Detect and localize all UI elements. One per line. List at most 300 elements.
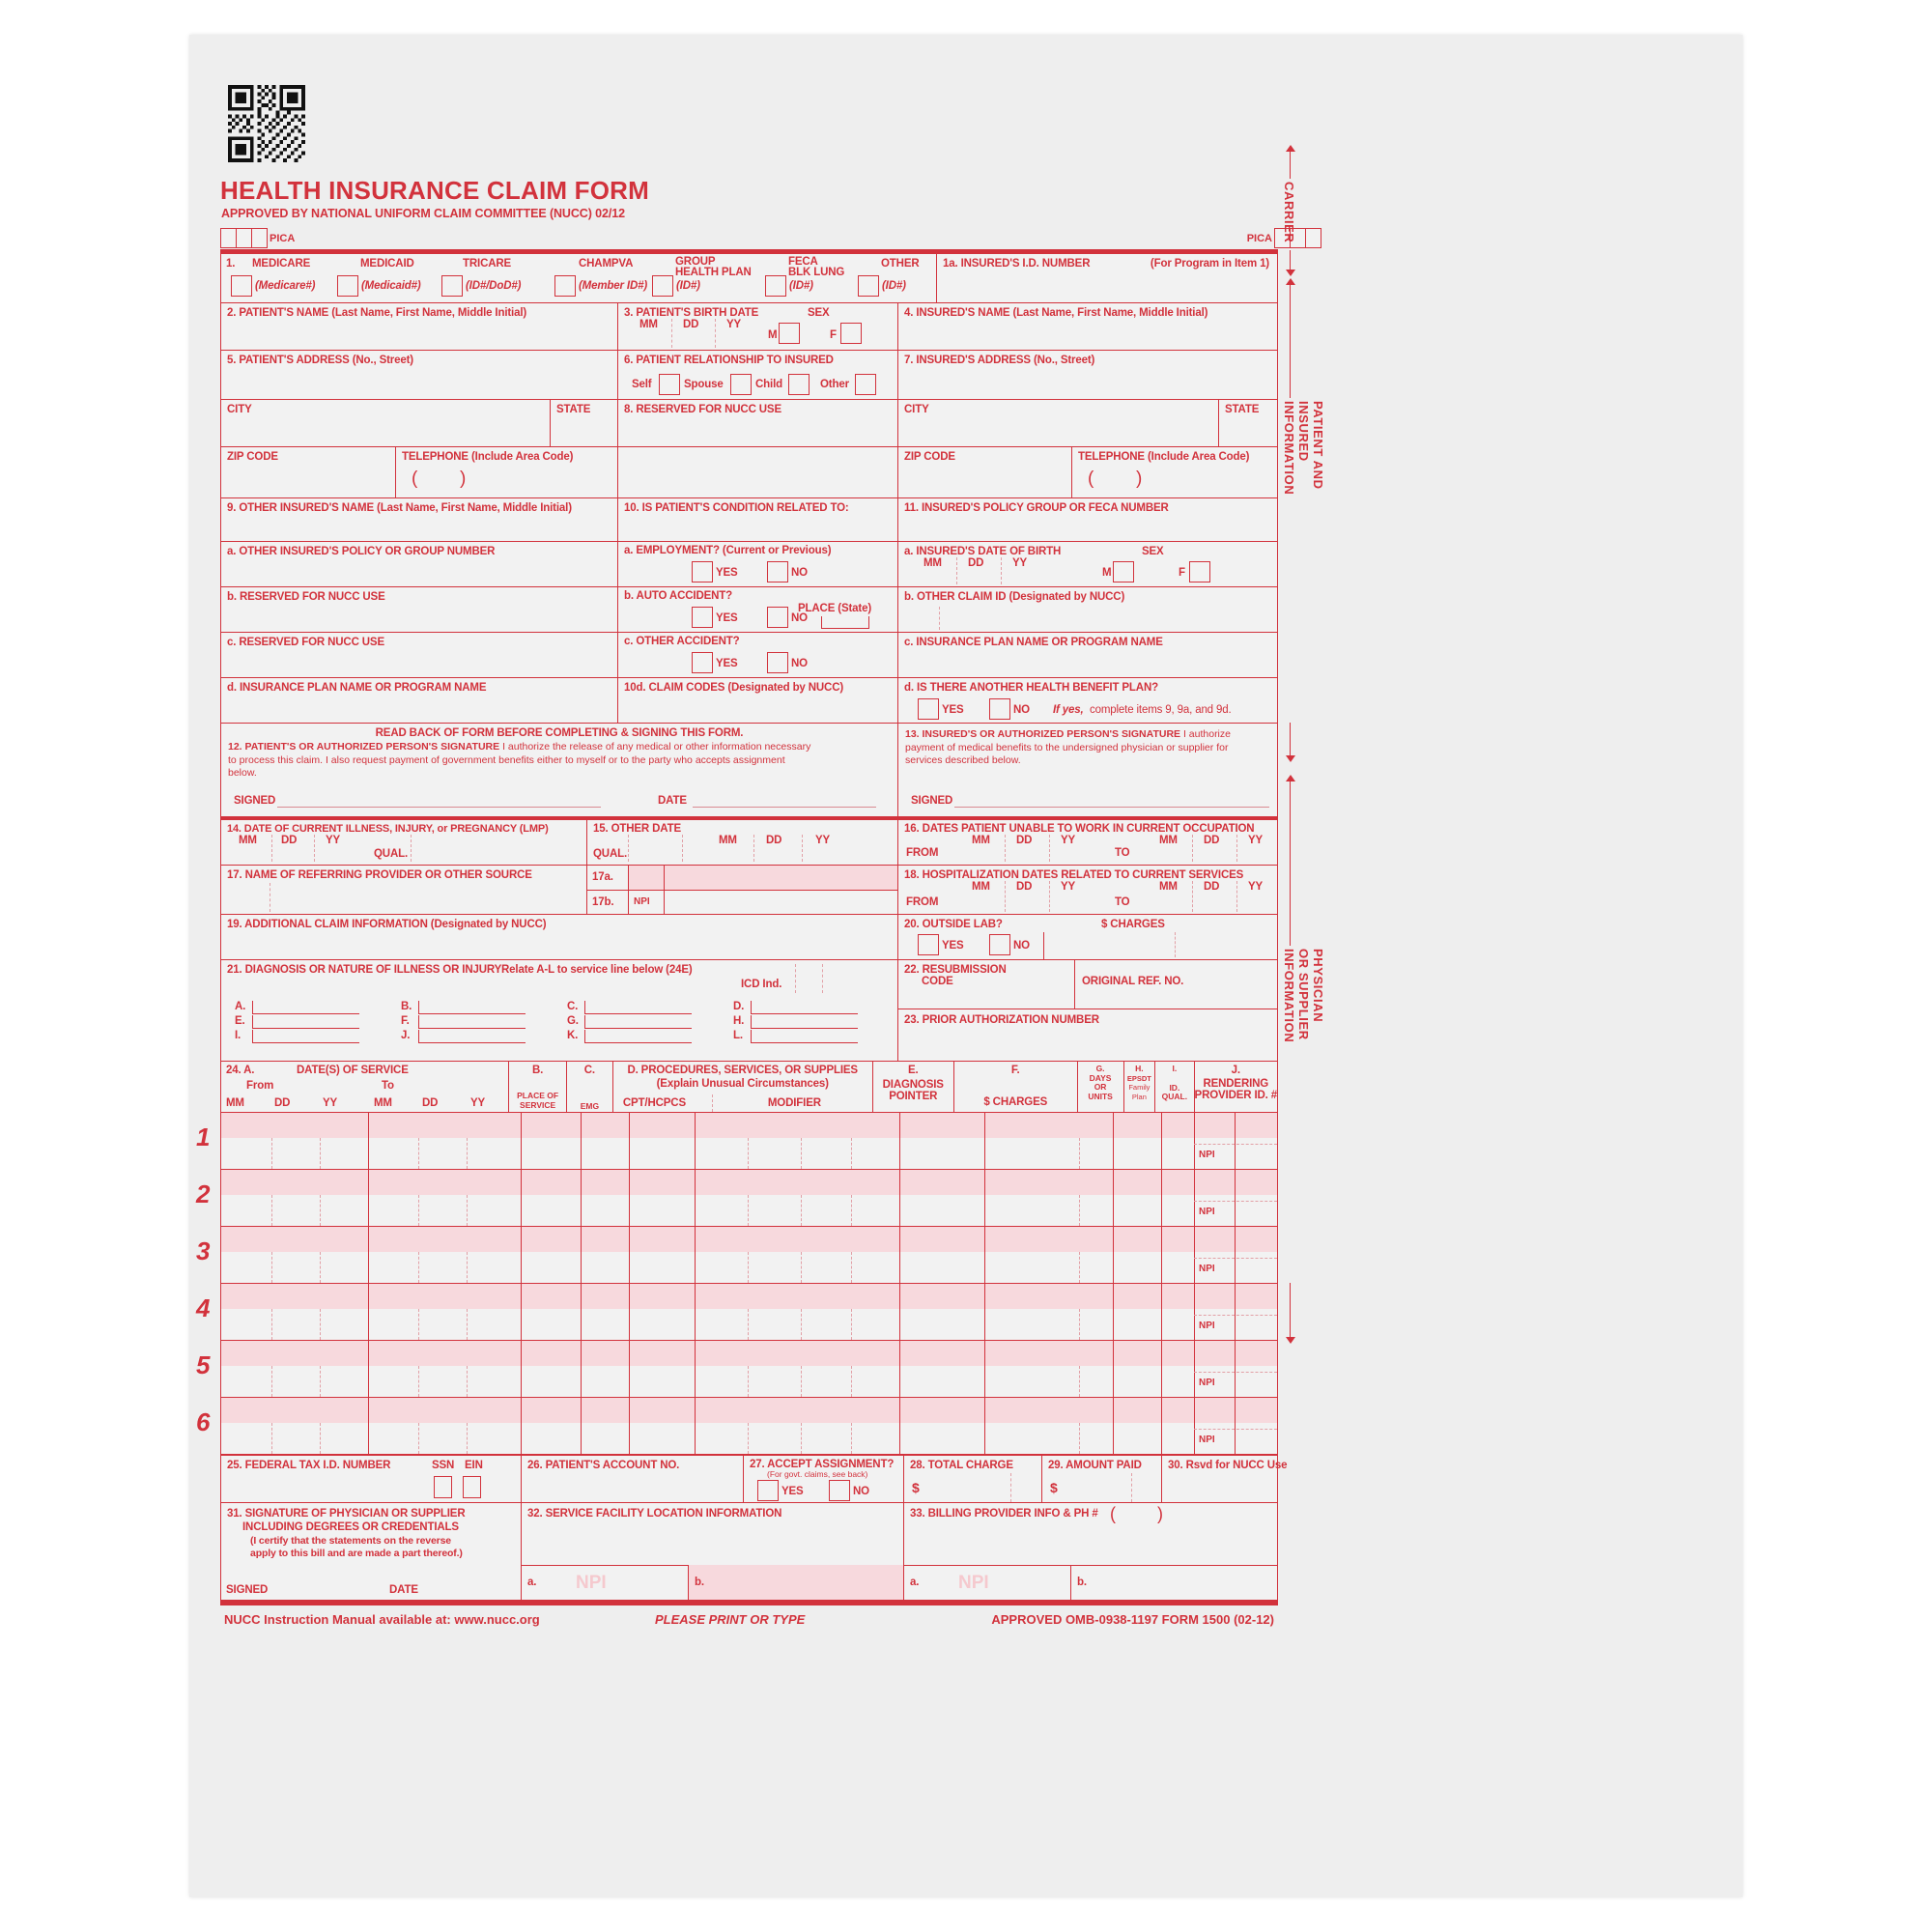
col-h-line3: Plan <box>1131 1092 1147 1101</box>
field-12-signed-label: SIGNED <box>234 795 276 807</box>
field-14-label: 14. DATE OF CURRENT ILLNESS, INJURY, or PREGNANCY (LMP) <box>227 823 549 835</box>
patient-telephone-label: TELEPHONE (Include Area Code) <box>402 451 574 463</box>
checkbox-other-accident-yes[interactable] <box>692 652 713 673</box>
field-11d-note-bold: If yes, <box>1053 704 1084 716</box>
option-other-sub: (ID#) <box>882 280 906 292</box>
field-10b-yes-label: YES <box>716 612 738 624</box>
field-10b-no-label: NO <box>791 612 808 624</box>
insured-state-label: STATE <box>1225 404 1260 415</box>
field-6-self-label: Self <box>632 379 652 390</box>
field-33-paren-open: ( <box>1110 1504 1116 1523</box>
checkbox-ssn[interactable] <box>434 1476 452 1498</box>
form-paper <box>189 35 1743 1897</box>
field-9b-input[interactable] <box>227 609 611 628</box>
field-11d-yes-label: YES <box>942 704 964 716</box>
insured-zip-input[interactable] <box>904 469 1065 494</box>
service-row-charges[interactable] <box>986 1140 1111 1167</box>
service-row-number: 2 <box>196 1179 211 1208</box>
field-22-original-ref-label: ORIGINAL REF. NO. <box>1082 976 1184 987</box>
col-f-line1: $ CHARGES <box>983 1096 1048 1108</box>
field-4-input[interactable] <box>904 325 1271 346</box>
field-21-sublabel: Relate A-L to service line below (24E) <box>501 964 693 976</box>
field-13-signed-input[interactable] <box>954 807 1269 808</box>
service-row-charges[interactable] <box>986 1254 1111 1281</box>
field-10c-yes-label: YES <box>716 658 738 669</box>
field-11a-f-label: F <box>1179 567 1185 579</box>
field-20-yes-label: YES <box>942 940 964 952</box>
section-31-32-33-row <box>220 1503 1278 1601</box>
col-h-line2: Family <box>1128 1083 1151 1092</box>
col-h-letter: H. <box>1135 1064 1144 1073</box>
service-row[interactable] <box>196 1227 1277 1284</box>
field-25-input[interactable] <box>227 1477 420 1496</box>
field-10b-label: b. AUTO ACCIDENT? <box>624 590 733 602</box>
service-row-dates[interactable] <box>223 1425 519 1452</box>
service-row-number: 6 <box>196 1407 211 1436</box>
field-17-input[interactable] <box>277 887 582 910</box>
checkbox-another-plan-no[interactable] <box>989 698 1010 720</box>
field-10a-no-label: NO <box>791 567 808 579</box>
checkbox-sex-female[interactable] <box>840 323 862 344</box>
field-28-dollar: $ <box>912 1480 920 1495</box>
service-row-dates[interactable] <box>223 1254 519 1281</box>
insured-state-input[interactable] <box>1225 421 1271 442</box>
reserved-nucc-blank <box>617 447 897 497</box>
service-row-dates[interactable] <box>223 1197 519 1224</box>
col-g-line3: UNITS <box>1088 1091 1113 1101</box>
service-row-place-of-service[interactable] <box>523 1425 579 1452</box>
col-d-title: D. PROCEDURES, SERVICES, OR SUPPLIES <box>627 1065 858 1076</box>
field-17a-input[interactable] <box>665 866 897 891</box>
checkbox-medicare[interactable] <box>231 275 252 297</box>
service-row-number: 4 <box>196 1293 211 1322</box>
field-10b-place-label: PLACE (State) <box>798 603 872 614</box>
option-medicaid-sub: (Medicaid#) <box>361 280 421 292</box>
field-15-yy: YY <box>815 835 831 846</box>
field-11-input[interactable] <box>904 520 1271 537</box>
field-9d-label: d. INSURANCE PLAN NAME OR PROGRAM NAME <box>227 682 487 694</box>
field-25-ssn-label: SSN <box>432 1460 455 1471</box>
service-row-number: 3 <box>196 1236 211 1265</box>
checkbox-insured-sex-female[interactable] <box>1189 561 1210 582</box>
col-i-line2: QUAL. <box>1161 1092 1188 1101</box>
patient-telephone-input[interactable] <box>473 472 611 492</box>
service-row-place-of-service[interactable] <box>523 1197 579 1224</box>
pica-left <box>220 228 295 248</box>
field-23-label: 23. PRIOR AUTHORIZATION NUMBER <box>904 1014 1099 1026</box>
service-row-charges[interactable] <box>986 1425 1111 1452</box>
field-6-child-label: Child <box>755 379 782 390</box>
diagnosis-letter-g: G. <box>567 1015 579 1027</box>
field-25-ein-label: EIN <box>465 1460 483 1471</box>
field-6-label: 6. PATIENT RELATIONSHIP TO INSURED <box>624 355 834 366</box>
field-1a-input[interactable] <box>943 277 1269 297</box>
pica-left-label: PICA <box>270 232 296 244</box>
field-17b-label: 17b. <box>592 896 614 908</box>
col-d-modifier: MODIFIER <box>767 1097 821 1109</box>
field-10c-label: c. OTHER ACCIDENT? <box>624 636 740 647</box>
col-d-cpt: CPT/HCPCS <box>622 1097 686 1109</box>
field-16-from-dd: DD <box>1016 835 1033 846</box>
field-27-label: 27. ACCEPT ASSIGNMENT? <box>750 1459 895 1470</box>
col-c-letter: C. <box>583 1065 595 1076</box>
checkbox-auto-accident-yes[interactable] <box>692 607 713 628</box>
service-row-rendering-provider[interactable] <box>1236 1431 1275 1452</box>
insured-zip-label: ZIP CODE <box>904 451 955 463</box>
field-29-label: 29. AMOUNT PAID <box>1048 1460 1142 1471</box>
insured-city-input[interactable] <box>904 421 1212 442</box>
checkbox-employment-no[interactable] <box>767 561 788 582</box>
footer-center: PLEASE PRINT OR TYPE <box>655 1612 806 1627</box>
insured-telephone-label: TELEPHONE (Include Area Code) <box>1078 451 1250 463</box>
field-31-line3: (I certify that the statements on the reverse <box>250 1535 451 1547</box>
checkbox-tricare[interactable] <box>441 275 463 297</box>
checkbox-accept-assignment-yes[interactable] <box>757 1480 779 1501</box>
diagnosis-letter-d: D. <box>733 1001 745 1012</box>
field-16-from-yy: YY <box>1061 835 1076 846</box>
diagnosis-letter-h: H. <box>733 1015 745 1027</box>
carrier-sidebar-label: CARRIER <box>1282 182 1296 243</box>
patient-zip-input[interactable] <box>227 469 389 494</box>
field-26-input[interactable] <box>527 1477 737 1496</box>
diagnosis-letter-j: J. <box>401 1030 411 1041</box>
checkbox-sex-male[interactable] <box>779 323 800 344</box>
field-29-input[interactable] <box>1065 1479 1129 1498</box>
checkbox-relationship-other[interactable] <box>855 374 876 395</box>
field-9c-input[interactable] <box>227 654 611 673</box>
service-rows-container <box>196 1113 1277 1455</box>
checkbox-insured-sex-male[interactable] <box>1113 561 1134 582</box>
service-row-procedures[interactable] <box>631 1140 897 1167</box>
field-18-from-dd: DD <box>1016 881 1033 893</box>
col-e-line2: POINTER <box>889 1091 938 1102</box>
section-17-18-row <box>220 866 1278 915</box>
service-row-rendering-provider[interactable] <box>1236 1374 1275 1395</box>
checkbox-medicaid[interactable] <box>337 275 358 297</box>
option-feca-sub: (ID#) <box>789 280 813 292</box>
field-11c-input[interactable] <box>904 654 1271 673</box>
service-row-place-of-service[interactable] <box>523 1311 579 1338</box>
field-33-label: 33. BILLING PROVIDER INFO & PH # <box>910 1508 1098 1520</box>
field-10a-yes-label: YES <box>716 567 738 579</box>
service-row-place-of-service[interactable] <box>523 1254 579 1281</box>
field-19-label: 19. ADDITIONAL CLAIM INFORMATION (Designated by NUCC) <box>227 919 547 930</box>
diagnosis-letter-k: K. <box>567 1030 579 1041</box>
section-1-number: 1. <box>226 258 236 270</box>
field-11b-label: b. OTHER CLAIM ID (Designated by NUCC) <box>904 591 1125 603</box>
diagnosis-letter-b: B. <box>401 1001 412 1012</box>
field-30-input[interactable] <box>1168 1477 1271 1496</box>
service-row-procedures[interactable] <box>631 1368 897 1395</box>
field-11a-dd: DD <box>968 557 984 569</box>
section-9a-10a-11a-row <box>220 542 1278 587</box>
field-28-input[interactable] <box>927 1479 1009 1498</box>
field-12-body-3: below. <box>228 767 257 779</box>
diagnosis-letter-l: L. <box>733 1030 743 1041</box>
checkbox-relationship-self[interactable] <box>659 374 680 395</box>
col-f-letter: F. <box>1010 1065 1020 1076</box>
field-11a-mm: MM <box>923 557 942 569</box>
checkbox-feca-blk-lung[interactable] <box>765 275 786 297</box>
service-row-procedures[interactable] <box>631 1311 897 1338</box>
insured-telephone-input[interactable] <box>1150 472 1271 492</box>
checkbox-other[interactable] <box>858 275 879 297</box>
service-row-npi-label: NPI <box>1199 1207 1215 1217</box>
field-21-icd-ind-label: ICD Ind. <box>741 979 782 990</box>
field-12-body-1: I authorize the release of any medical or other information necessary <box>502 741 811 753</box>
field-10d-label: 10d. CLAIM CODES (Designated by NUCC) <box>624 682 844 694</box>
field-4-label: 4. INSURED'S NAME (Last Name, First Name, Middle Initial) <box>904 307 1208 319</box>
field-33-paren-close: ) <box>1157 1504 1163 1523</box>
field-2-input[interactable] <box>227 325 611 346</box>
checkbox-champva[interactable] <box>554 275 576 297</box>
col-24a-number: 24. A. <box>226 1065 255 1076</box>
insured-city-label: CITY <box>904 404 929 415</box>
pica-left-boxes[interactable] <box>220 228 268 248</box>
field-10b-place-input[interactable] <box>821 616 869 629</box>
field-33b-label: b. <box>1077 1577 1087 1588</box>
field-31-signed-label: SIGNED <box>226 1584 269 1596</box>
field-10-label: 10. IS PATIENT'S CONDITION RELATED TO: <box>624 502 849 514</box>
option-tricare-sub: (ID#/DoD#) <box>466 280 522 292</box>
checkbox-accept-assignment-no[interactable] <box>829 1480 850 1501</box>
col-g-line2: OR <box>1094 1082 1107 1092</box>
service-row[interactable] <box>196 1113 1277 1170</box>
field-5-label: 5. PATIENT'S ADDRESS (No., Street) <box>227 355 413 366</box>
service-row-npi-label: NPI <box>1199 1321 1215 1331</box>
field-13-body-3: services described below. <box>905 754 1021 766</box>
field-1a-note: (For Program in Item 1) <box>1150 258 1269 270</box>
field-18-to-label: TO <box>1115 896 1130 908</box>
service-row-rendering-provider[interactable] <box>1236 1203 1275 1224</box>
field-17-label: 17. NAME OF REFERRING PROVIDER OR OTHER SOURCE <box>227 869 532 881</box>
col-24a-title: DATE(S) OF SERVICE <box>297 1065 409 1076</box>
qr-code-icon <box>220 85 313 162</box>
field-6-spouse-label: Spouse <box>684 379 724 390</box>
section-9b-10b-11b-row <box>220 587 1278 633</box>
field-3-m-label: M <box>768 329 778 341</box>
field-14-qual-input[interactable] <box>416 843 582 861</box>
field-23-input[interactable] <box>904 1032 1271 1055</box>
field-8-label: 8. RESERVED FOR NUCC USE <box>624 404 781 415</box>
section-1-row <box>220 254 1278 303</box>
diagnosis-letter-e: E. <box>235 1015 245 1027</box>
patient-state-input[interactable] <box>556 421 611 442</box>
service-lines-table <box>196 1062 1278 1455</box>
service-row-dates[interactable] <box>223 1311 519 1338</box>
patient-city-label: CITY <box>227 404 252 415</box>
checkbox-other-accident-no[interactable] <box>767 652 788 673</box>
field-13-heading: 13. INSURED'S OR AUTHORIZED PERSON'S SIGNATURE <box>905 728 1181 740</box>
field-18-from-label: FROM <box>906 896 939 908</box>
col-i-letter: I. <box>1172 1064 1178 1073</box>
field-9a-input[interactable] <box>227 563 611 582</box>
field-28-label: 28. TOTAL CHARGE <box>910 1460 1013 1471</box>
field-11a-sex-label: SEX <box>1142 546 1164 557</box>
service-row[interactable] <box>196 1170 1277 1227</box>
field-14-mm: MM <box>239 835 257 846</box>
section-21-22-23-row <box>220 960 1278 1062</box>
field-11d-no-label: NO <box>1013 704 1030 716</box>
section-9-10-11-row <box>220 498 1278 542</box>
service-row-charges[interactable] <box>986 1197 1111 1224</box>
field-11a-m-label: M <box>1102 567 1112 579</box>
service-row-dates[interactable] <box>223 1368 519 1395</box>
option-group-health-label1: GROUP <box>675 256 716 268</box>
field-17b-input[interactable] <box>665 890 897 914</box>
service-row[interactable] <box>196 1284 1277 1341</box>
field-3-yy: YY <box>726 319 742 330</box>
field-15-label: 15. OTHER DATE <box>593 823 681 835</box>
service-row-rendering-provider[interactable] <box>1236 1317 1275 1338</box>
field-25-label: 25. FEDERAL TAX I.D. NUMBER <box>227 1460 391 1471</box>
field-12-date-input[interactable] <box>693 807 876 808</box>
field-3-dd: DD <box>683 319 699 330</box>
field-18-from-yy: YY <box>1061 881 1076 893</box>
option-champva-sub: (Member ID#) <box>579 280 648 292</box>
field-27-no-label: NO <box>853 1486 869 1497</box>
field-14-yy: YY <box>326 835 341 846</box>
insured-phone-paren-close: ) <box>1136 469 1143 489</box>
service-row-rendering-provider[interactable] <box>1236 1260 1275 1281</box>
option-tricare-label: TRICARE <box>463 258 512 270</box>
field-11b-input[interactable] <box>947 609 1271 628</box>
field-33a-label: a. <box>910 1577 920 1588</box>
service-row-place-of-service[interactable] <box>523 1140 579 1167</box>
service-row-npi-label: NPI <box>1199 1435 1215 1445</box>
field-12-heading: 12. PATIENT'S OR AUTHORIZED PERSON'S SIGNATURE <box>228 741 500 753</box>
col-h-line1: EPSDT <box>1126 1073 1151 1083</box>
service-row[interactable] <box>196 1398 1277 1455</box>
field-17b-npi-label: NPI <box>634 896 650 907</box>
section-19-20-row <box>220 915 1278 960</box>
field-6-other-label: Other <box>820 379 849 390</box>
col-g-letter: G. <box>1095 1064 1105 1073</box>
diagnosis-letter-i: I. <box>235 1030 242 1041</box>
field-12-signed-input[interactable] <box>277 807 601 808</box>
field-12-body-2: to process this claim. I also request payment of government benefits either to myself or to the party who accepts assignment <box>228 753 785 766</box>
field-13-body-1: I authorize <box>1182 728 1231 740</box>
option-feca-label1: FECA <box>788 256 818 268</box>
option-other-label: OTHER <box>881 258 920 270</box>
field-9d-input[interactable] <box>227 699 611 719</box>
checkbox-outside-lab-no[interactable] <box>989 934 1010 955</box>
service-row[interactable] <box>196 1341 1277 1398</box>
field-16-label: 16. DATES PATIENT UNABLE TO WORK IN CURRENT OCCUPATION <box>904 823 1255 835</box>
col-24a-from: From <box>246 1080 274 1092</box>
checkbox-outside-lab-yes[interactable] <box>918 934 939 955</box>
checkbox-relationship-child[interactable] <box>788 374 810 395</box>
field-21-label: 21. DIAGNOSIS OR NATURE OF ILLNESS OR INJURY <box>227 964 502 976</box>
physician-supplier-sidebar-label: PHYSICIAN OR SUPPLIER INFORMATION <box>1282 949 1325 1043</box>
field-9-input[interactable] <box>227 520 611 537</box>
insured-phone-paren-open: ( <box>1088 469 1094 489</box>
field-20-label: 20. OUTSIDE LAB? <box>904 919 1003 930</box>
patient-city-input[interactable] <box>227 421 544 442</box>
page-subtitle: APPROVED BY NATIONAL UNIFORM CLAIM COMMITTEE (NUCC) 02/12 <box>221 207 625 220</box>
col-b-line2: SERVICE <box>520 1099 556 1110</box>
field-3-f-label: F <box>830 329 837 341</box>
patient-state-label: STATE <box>556 404 591 415</box>
col-b-line1: PLACE OF <box>517 1091 559 1100</box>
field-16-to-mm: MM <box>1159 835 1178 846</box>
pica-right-label: PICA <box>1246 232 1272 244</box>
field-13-signed-label: SIGNED <box>911 795 953 807</box>
field-27-yes-label: YES <box>781 1486 804 1497</box>
field-19-input[interactable] <box>227 936 892 955</box>
field-10d-input[interactable] <box>624 699 892 719</box>
field-15-qual-label: QUAL. <box>593 848 628 860</box>
service-row-charges[interactable] <box>986 1311 1111 1338</box>
service-row-number: 5 <box>196 1350 211 1379</box>
checkbox-group-health-plan[interactable] <box>652 275 673 297</box>
checkbox-auto-accident-no[interactable] <box>767 607 788 628</box>
checkbox-ein[interactable] <box>463 1476 481 1498</box>
patient-insured-sidebar-label: PATIENT AND INSURED INFORMATION <box>1282 401 1325 496</box>
service-row-procedures[interactable] <box>631 1425 897 1452</box>
field-12-date-label: DATE <box>658 795 687 807</box>
diagnosis-letter-c: C. <box>567 1001 579 1012</box>
field-31-line1: 31. SIGNATURE OF PHYSICIAN OR SUPPLIER <box>227 1508 466 1520</box>
service-row-npi-label: NPI <box>1199 1264 1215 1274</box>
patient-zip-label: ZIP CODE <box>227 451 278 463</box>
patient-phone-paren-close: ) <box>460 469 467 489</box>
field-22-label: 22. RESUBMISSION <box>904 964 1007 976</box>
field-8-input[interactable] <box>624 421 892 442</box>
col-24a-to-yy: YY <box>470 1097 486 1109</box>
service-row-number: 1 <box>196 1122 211 1151</box>
checkbox-another-plan-yes[interactable] <box>918 698 939 720</box>
col-j-letter: J. <box>1231 1065 1240 1076</box>
field-7-input[interactable] <box>904 372 1271 395</box>
col-j-line1: RENDERING <box>1203 1078 1269 1090</box>
service-table-header <box>221 1062 1277 1113</box>
service-row-procedures[interactable] <box>631 1197 897 1224</box>
field-13-body-2: payment of medical benefits to the undersigned physician or supplier for <box>905 741 1229 753</box>
section-9c-10c-11c-row <box>220 633 1278 678</box>
field-9b-label: b. RESERVED FOR NUCC USE <box>227 591 385 603</box>
field-11d-label: d. IS THERE ANOTHER HEALTH BENEFIT PLAN? <box>904 682 1158 694</box>
field-31-line4: apply to this bill and are made a part thereof.) <box>250 1548 463 1559</box>
col-j-line2: PROVIDER ID. # <box>1194 1090 1277 1101</box>
section-12-13-row <box>220 724 1278 816</box>
page-title: HEALTH INSURANCE CLAIM FORM <box>220 176 649 205</box>
field-17a-qualifier[interactable] <box>629 866 665 891</box>
service-row-dates[interactable] <box>223 1140 519 1167</box>
field-27-sublabel: (For govt. claims, see back) <box>767 1469 868 1479</box>
field-20-no-label: NO <box>1013 940 1030 952</box>
col-24a-from-yy: YY <box>323 1097 338 1109</box>
checkbox-relationship-spouse[interactable] <box>730 374 752 395</box>
field-26-label: 26. PATIENT'S ACCOUNT NO. <box>527 1460 680 1471</box>
field-5-input[interactable] <box>227 372 611 395</box>
diagnosis-letter-f: F. <box>401 1015 410 1027</box>
checkbox-employment-yes[interactable] <box>692 561 713 582</box>
service-row-rendering-provider[interactable] <box>1236 1146 1275 1167</box>
col-d-sub: (Explain Unusual Circumstances) <box>656 1078 829 1090</box>
col-24a-to-mm: MM <box>374 1097 392 1109</box>
service-row-npi-label: NPI <box>1199 1378 1215 1388</box>
option-medicare-label: MEDICARE <box>252 258 311 270</box>
field-7-label: 7. INSURED'S ADDRESS (No., Street) <box>904 355 1095 366</box>
service-row-charges[interactable] <box>986 1368 1111 1395</box>
field-3-mm: MM <box>639 319 658 330</box>
service-row-procedures[interactable] <box>631 1254 897 1281</box>
field-11a-yy: YY <box>1012 557 1028 569</box>
service-row-place-of-service[interactable] <box>523 1368 579 1395</box>
field-16-to-yy: YY <box>1248 835 1264 846</box>
footer-right: APPROVED OMB-0938-1197 FORM 1500 (02-12) <box>991 1612 1274 1627</box>
